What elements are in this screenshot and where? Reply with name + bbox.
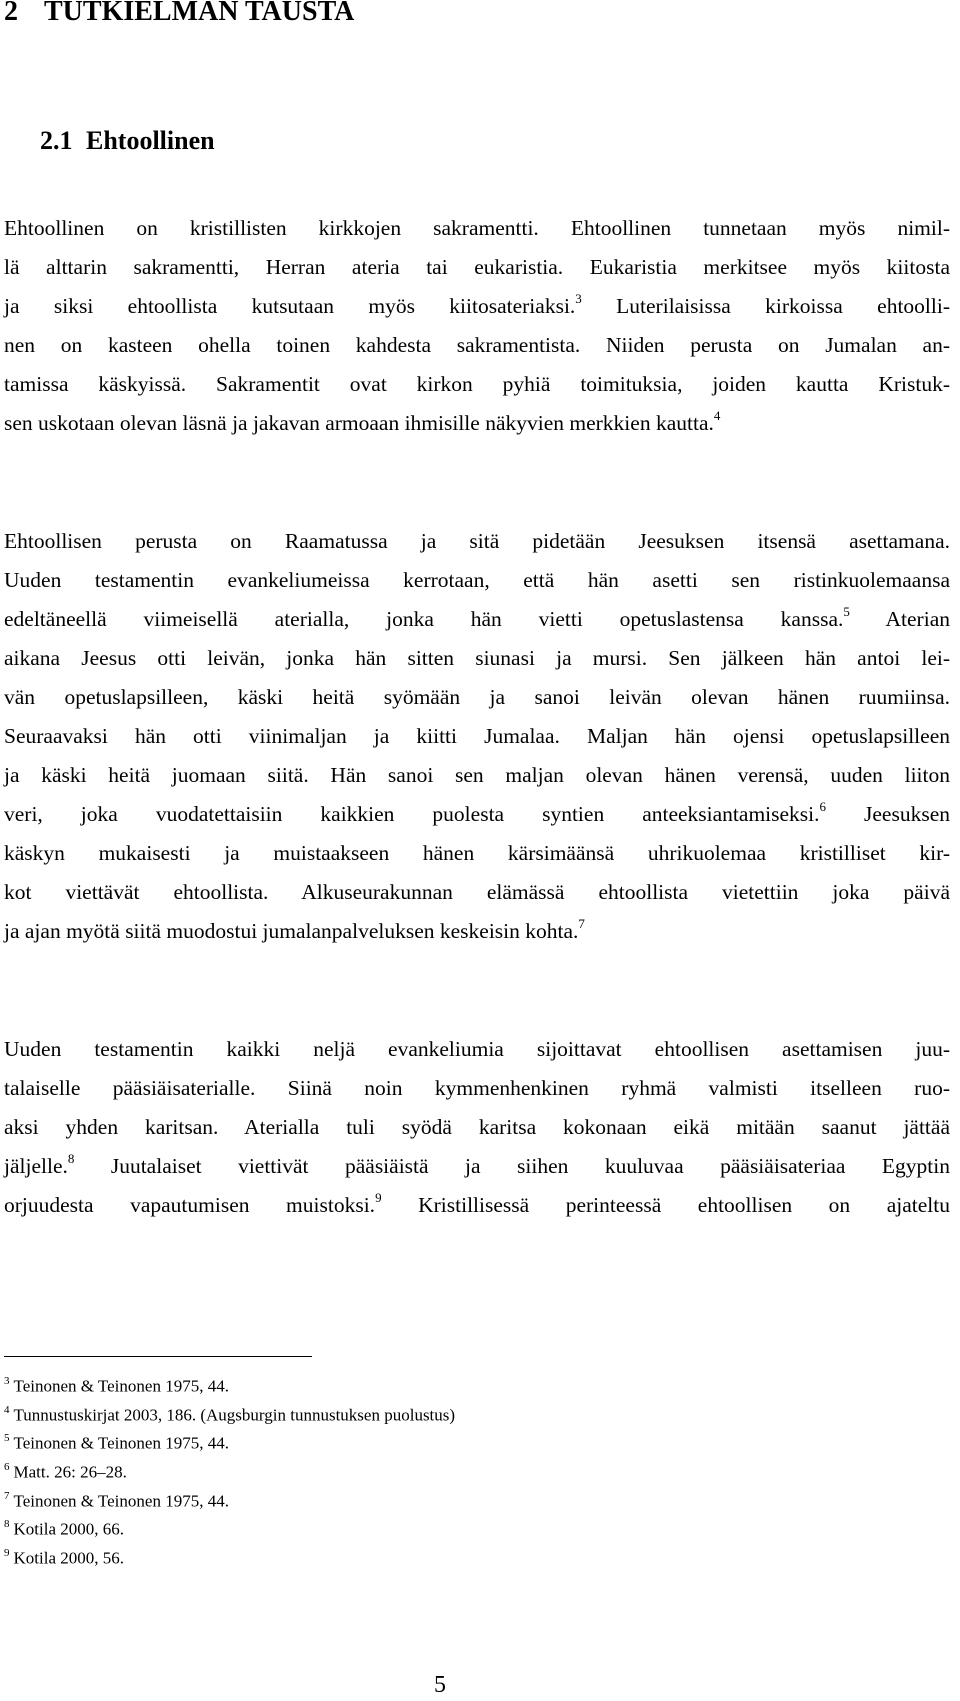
text-line: Ehtoollisen perusta on Raamatussa ja sitä pidetään Jeesuksen itsensä asettamana.	[4, 529, 950, 553]
text-span: Jeesuksen	[826, 802, 950, 826]
footnote-text: Matt. 26: 26–28.	[13, 1462, 127, 1482]
footnotes-list	[4, 1370, 904, 1571]
text-span: ja siksi ehtoollista kutsutaan myös kiitosateriaksi.	[4, 294, 576, 318]
section-number: 2.1	[40, 126, 73, 155]
footnote-text: Teinonen & Teinonen 1975, 44.	[13, 1491, 229, 1511]
footnote-text: Kotila 2000, 56.	[13, 1548, 124, 1568]
text-line	[4, 1186, 950, 1225]
footnote-item	[4, 1513, 904, 1542]
footnote-item	[4, 1427, 904, 1456]
footnote-item	[4, 1542, 904, 1571]
text-span: Kristillisessä perinteessä ehtoollisen on ajateltu	[381, 1193, 950, 1217]
text-span: sen uskotaan olevan läsnä ja jakavan armoaan ihmisille näkyvien merkkien kautta.	[4, 411, 714, 435]
chapter-heading	[4, 0, 354, 30]
footnote-item	[4, 1485, 904, 1514]
footnote-text: Tunnustuskirjat 2003, 186. (Augsburgin tunnustuksen puolustus)	[13, 1405, 456, 1425]
text-line: lä alttarin sakramentti, Herran ateria tai eukaristia. Eukaristia merkitsee myös kiitosta	[4, 255, 950, 279]
text-span: Luterilaisissa kirkoissa ehtoolli-	[581, 294, 950, 318]
footnote-ref[interactable]: 6	[819, 798, 827, 814]
text-line: Seuraavaksi hän otti viinimaljan ja kiitti Jumalaa. Maljan hän ojensi opetuslapsilleen	[4, 724, 950, 748]
footnote-mark: 7	[4, 1489, 10, 1502]
footnote-mark: 6	[4, 1460, 10, 1473]
footnote-mark: 5	[4, 1432, 10, 1445]
footnote-ref[interactable]: 8	[67, 1150, 75, 1166]
footnote-mark: 3	[4, 1375, 10, 1387]
footnote-mark: 8	[4, 1518, 10, 1531]
text-line	[4, 795, 950, 834]
footnote-ref[interactable]: 9	[375, 1189, 382, 1205]
text-span: Juutalaiset viettivät pääsiäistä ja siihen kuuluvaa pääsiäisateriaa Egyptin	[74, 1154, 950, 1178]
chapter-number: 2	[4, 0, 18, 27]
footnote-item	[4, 1370, 904, 1399]
text-line: Ehtoollinen on kristillisten kirkkojen sakramentti. Ehtoollinen tunnetaan myös nimil-	[4, 216, 950, 240]
text-line	[4, 287, 950, 326]
text-line: ja käski heitä juomaan siitä. Hän sanoi sen maljan olevan hänen verensä, uuden liiton	[4, 763, 950, 787]
page-number: 5	[434, 1672, 446, 1698]
text-line	[4, 600, 950, 639]
text-line: aksi yhden karitsan. Aterialla tuli syödä karitsa kokonaan eikä mitään saanut jättää	[4, 1115, 950, 1139]
footnote-text: Teinonen & Teinonen 1975, 44.	[13, 1376, 229, 1396]
text-span: ja ajan myötä siitä muodostui jumalanpalveluksen keskeisin kohta.	[4, 919, 579, 943]
footnote-mark: 9	[4, 1546, 10, 1559]
chapter-title: TUTKIELMAN TAUSTA	[44, 0, 355, 27]
text-span: jäljelle.	[4, 1154, 68, 1178]
text-line: vän opetuslapsilleen, käski heitä syömään ja sanoi leivän olevan hänen ruumiinsa.	[4, 685, 950, 709]
footnote-ref[interactable]: 5	[843, 603, 850, 619]
text-line: talaiselle pääsiäisaterialle. Siinä noin kymmenhenkinen ryhmä valmisti itselleen ruo-	[4, 1076, 950, 1100]
section-title: Ehtoollinen	[86, 126, 215, 155]
footnote-item	[4, 1456, 904, 1485]
text-span: edeltäneellä viimeisellä aterialla, jonka hän vietti opetuslastensa kanssa.	[4, 607, 844, 631]
footnote-text: Teinonen & Teinonen 1975, 44.	[13, 1433, 229, 1453]
text-line	[4, 1147, 950, 1186]
text-span: veri, joka vuodatettaisiin kaikkien puolesta syntien anteeksiantamiseksi.	[4, 802, 820, 826]
text-line: kot viettävät ehtoollista. Alkuseurakunnan elämässä ehtoollista vietettiin joka päivä	[4, 880, 950, 904]
text-line: Uuden testamentin kaikki neljä evankeliumia sijoittavat ehtoollisen asettamisen juu-	[4, 1037, 950, 1061]
footnote-separator	[4, 1356, 312, 1357]
text-line: nen on kasteen ohella toinen kahdesta sakramentista. Niiden perusta on Jumalan an-	[4, 333, 950, 357]
footnote-ref[interactable]: 4	[713, 407, 721, 423]
text-line: tamissa käskyissä. Sakramentit ovat kirkon pyhiä toimituksia, joiden kautta Kristuk-	[4, 372, 950, 396]
text-line: käskyn mukaisesti ja muistaakseen hänen kärsimäänsä uhrikuolemaa kristilliset kir-	[4, 841, 950, 865]
text-line	[4, 404, 950, 443]
text-line: Uuden testamentin evankeliumeissa kerrotaan, että hän asetti sen ristinkuolemaansa	[4, 568, 950, 592]
text-span: orjuudesta vapautumisen muistoksi.	[4, 1193, 376, 1217]
footnote-item	[4, 1399, 904, 1428]
section-heading	[40, 124, 215, 158]
footnote-ref[interactable]: 7	[578, 915, 585, 931]
text-span: Aterian	[849, 607, 950, 631]
footnote-mark: 4	[4, 1403, 10, 1416]
text-line	[4, 912, 950, 951]
footnote-ref[interactable]: 3	[575, 290, 582, 306]
text-line: aikana Jeesus otti leivän, jonka hän sitten siunasi ja mursi. Sen jälkeen hän antoi lei-	[4, 646, 950, 670]
footnote-text: Kotila 2000, 66.	[13, 1519, 124, 1539]
